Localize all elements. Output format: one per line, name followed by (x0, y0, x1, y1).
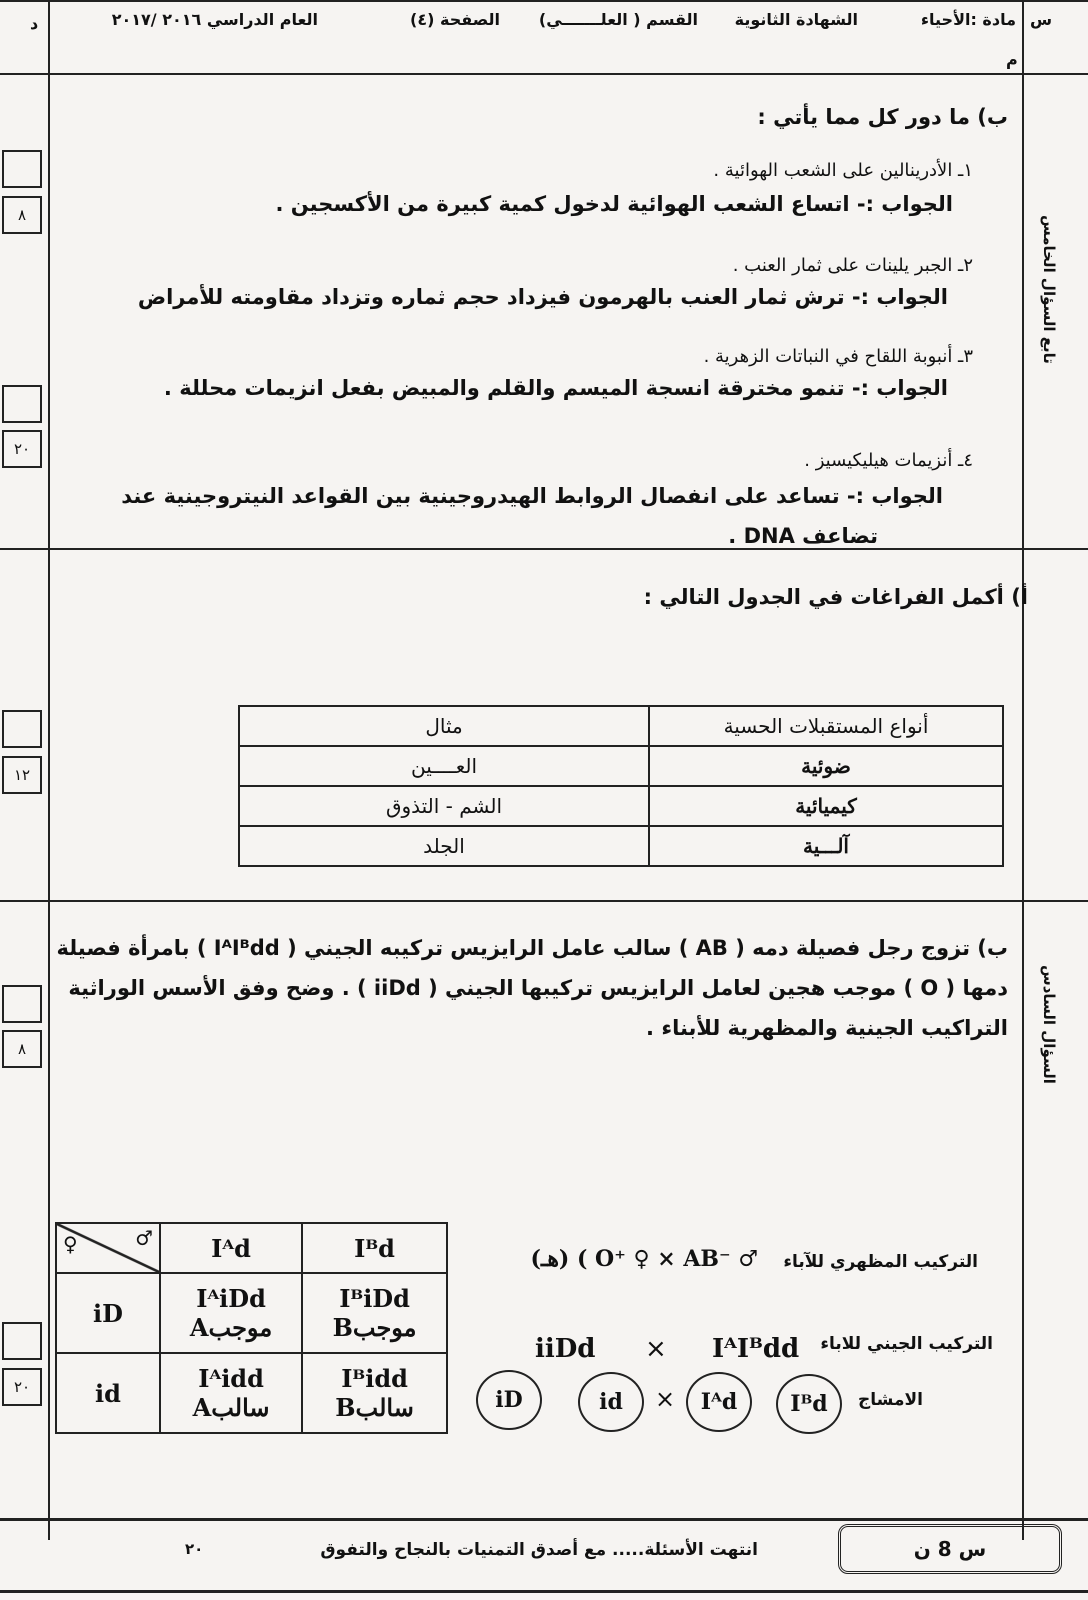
item-answer: الجواب :- اتساع الشعب الهوائية لدخول كمية كبيرة من الأكسجين . (275, 192, 953, 216)
punnett-square (55, 1222, 448, 1434)
item-answer: الجواب :- ترش ثمار العنب بالهرمون فيزداد حجم ثماره وتزداد مقاومته للأمراض (137, 285, 948, 309)
item-answer: الجواب :- تنمو مخترقة انسجة الميسم والقلم والمبيض بفعل انزيمات محللة . (163, 376, 948, 400)
table-cell: آلـــية (649, 826, 1003, 866)
subject: مادة :الأحياء (920, 10, 1016, 29)
genotype-female: iiDd (535, 1334, 596, 1364)
academic-year: العام الدراسي ٢٠١٦ /٢٠١٧ (111, 10, 318, 29)
table-cell: الشم - التذوق (239, 786, 649, 826)
gamete-header: Iᴬd (160, 1223, 302, 1273)
phenotype: Bموجب (332, 1313, 417, 1342)
page-number: الصفحة (٤) (410, 10, 500, 29)
table-header: أنواع المستقبلات الحسية (649, 706, 1003, 746)
phenotype-label: التركيب المظهري للآباء (783, 1252, 978, 1272)
footer-text: انتهت الأسئلة..... مع أصدق التمنيات بالنجاح والتفوق (320, 1540, 758, 1560)
genotype-male: IᴬIᴮdd (712, 1334, 800, 1364)
score-box: ٨ (2, 196, 42, 234)
question-text-q6b: ب) تزوج رجل فصيلة دمه ( AB ) سالب عامل الرايزيس تركيبه الجيني ( IᴬIᴮdd ) بامرأة فصيلة دمها ( O ) موجب هجين لعامل الرايزيس تركيبها الجيني ( iiDd ) . وضح وفق الأسس الوراثية التراكيب الجينية والمظهرية للأبناء . (56, 936, 1008, 1040)
item-question: ٢ـ الجبر يلينات على ثمار العنب . (732, 255, 973, 276)
receptors-table (238, 705, 1004, 867)
item-answer-cont: تضاعف DNA . (728, 524, 878, 548)
footer-score-box: س 8 ن (838, 1524, 1062, 1574)
genotype: Iᴮidd (341, 1364, 408, 1393)
left-mark: د (30, 14, 39, 33)
genotype: IᴮiDd (339, 1284, 410, 1313)
gamete-circle: iD (476, 1370, 542, 1430)
table-cell: الجلد (239, 826, 649, 866)
gamete-header: iD (56, 1273, 160, 1353)
margin-label-q5: تابع السؤال الخامس (1040, 215, 1058, 364)
genotype: IᴬiDd (196, 1284, 266, 1313)
score-box: ٢٠ (2, 430, 42, 468)
exam-page: س مادة :الأحياء الشهادة الثانوية القسم ( العلـــــــي) الصفحة (٤) العام الدراسي ٢٠١٦ /٢٠١٧ د م تابع السؤال الخامس السؤال السادس ٨ ٢٠ ١٢ ٨ ٢٠ ب) ما دور كل مما يأتي : ١ـ الأدرينالين على الشعب الهوائية . الجواب :- اتساع الشعب الهوائية لدخول كمية كبيرة من الأكسجين . ٢ـ الجبر يلينات على ثمار العنب . الجواب :- ترش ثمار العنب بالهرمون فيزداد حجم ثماره وتزداد مقاومته للأمراض ٣ـ أنبوبة اللقاح في النباتات الزهرية . الجواب :- تنمو مخترقة انسجة الميسم والقلم والمبيض بفعل انزيمات محللة . ٤ـ أنزيمات هيليكيسيز . الجواب :- تساعد على انفصال الروابط الهيدروجينية بين القواعد النيتروجينية عند تضاعف DNA . أ) أكمل الفراغات في الجدول التالي : أنواع المستقبلات الحسية مثال ضوئية العــــين كيميائية الشم - التذوق آلـــية الجلد ب) تزوج رجل فصيلة دمه ( AB ) سالب عامل الرايزيس تركيبه الجيني ( IᴬIᴮdd ) بامرأة فصيلة دمها ( O ) موجب هجين لعامل الرايزيس تركيبها الجيني ( iiDd ) . وضح وفق الأسس الوراثية التراكيب الجينية والمظهرية للأبناء . ♀ ♂ Iᴬd Iᴮd iD IᴬiDd Aموجب IᴮiDd Bموجب id Iᴬidd Aسالب Iᴮidd Bسالب التركيب المظهري للآباء (هـ) ( O⁺ ♀ × AB⁻ ♂ التركيب الجيني للاباء IᴬIᴮdd × iiDd الامشاج iD id × Iᴬd Iᴮd انتهت الأسئلة..... مع أصدق التمنيات بالنجاح والتفوق ٢٠ س 8 ن (0, 0, 1088, 1600)
genotype-label: التركيب الجيني للاباء (820, 1334, 993, 1354)
male-symbol-icon: ♂ (135, 1226, 153, 1250)
item-question: ٣ـ أنبوبة اللقاح في النباتات الزهرية . (703, 346, 973, 367)
margin-label-q6: السؤال السادس (1040, 965, 1058, 1084)
phenotype-cross: (هـ) ( O⁺ ♀ × AB⁻ ♂ (530, 1246, 758, 1272)
phenotype: Aسالب (192, 1393, 270, 1422)
question-mark: س (1030, 10, 1053, 29)
gamete-circle: Iᴮd (776, 1374, 842, 1434)
certificate: الشهادة الثانوية (734, 10, 858, 29)
cross-symbol: × (645, 1334, 667, 1364)
phenotype: Bسالب (335, 1393, 414, 1422)
phenotype: Aموجب (189, 1313, 273, 1342)
score-box: ٢٠ (2, 1368, 42, 1406)
score-box: ١٢ (2, 756, 42, 794)
section-title-q5b: ب) ما دور كل مما يأتي : (757, 105, 1008, 129)
table-header: مثال (239, 706, 649, 746)
table-cell: كيميائية (649, 786, 1003, 826)
score-box: ٨ (2, 1030, 42, 1068)
item-question: ٤ـ أنزيمات هيليكيسيز . (804, 450, 973, 471)
gamete-circle: id (578, 1372, 644, 1432)
female-symbol-icon: ♀ (63, 1232, 78, 1256)
section: القسم ( العلـــــــي) (538, 10, 698, 29)
genotype: Iᴬidd (198, 1364, 264, 1393)
gamete-header: id (56, 1353, 160, 1433)
section-title-q6a: أ) أكمل الفراغات في الجدول التالي : (643, 585, 1028, 609)
footer-number: ٢٠ (185, 1540, 204, 1558)
gamete-header: Iᴮd (302, 1223, 447, 1273)
item-answer: الجواب :- تساعد على انفصال الروابط الهيدروجينية بين القواعد النيتروجينية عند (121, 484, 943, 508)
gametes-label: الامشاج (858, 1390, 923, 1410)
table-cell: ضوئية (649, 746, 1003, 786)
gamete-circle: Iᴬd (686, 1372, 752, 1432)
item-question: ١ـ الأدرينالين على الشعب الهوائية . (713, 160, 973, 181)
table-cell: العــــين (239, 746, 649, 786)
right-mark: م (1006, 50, 1018, 69)
